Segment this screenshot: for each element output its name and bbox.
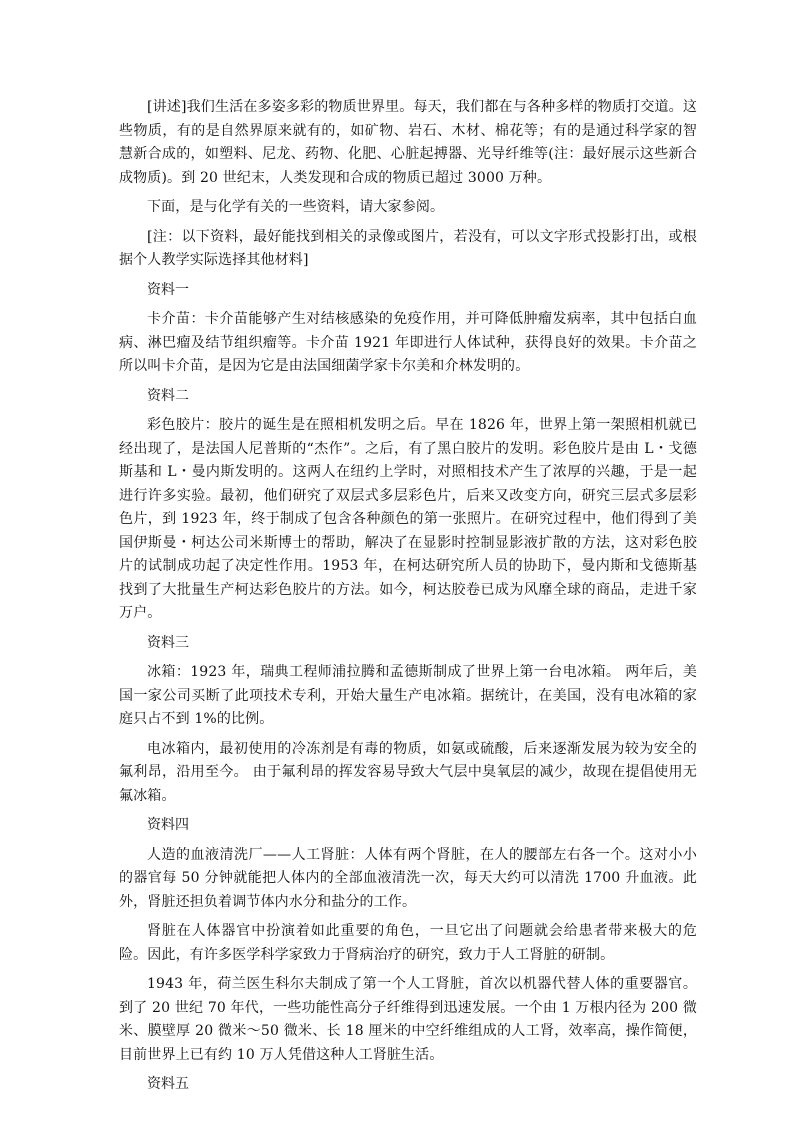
section-4-paragraph-1: 人造的血液清洗厂——人工肾脏：人体有两个肾脏，在人的腰部左右各一个。这对小小的器官每 50 分钟就能把人体内的全部血液清洗一次，每天大约可以清洗 1700 升血液。此外，肾脏还担负着调节体内水分和盐分的工作。 bbox=[119, 846, 697, 910]
section-3-paragraph-1: 冰箱：1923 年，瑞典工程师浦拉腾和孟德斯制成了世界上第一台电冰箱。 两年后，美国一家公司买断了此项技术专利，开始大量生产电冰箱。据统计，在美国，没有电冰箱的家庭只占不到 1%的比例。 bbox=[119, 664, 697, 727]
section-heading-2: 资料二 bbox=[147, 387, 189, 404]
section-4-paragraph-3: 1943 年，荷兰医生科尔夫制成了第一个人工肾脏，首次以机器代替人体的重要器官。到了 20 世纪 70 年代，一些功能性高分子纤维得到迅速发展。一个由 1 万根内径为 200 微米、膜壁厚 20 微米～50 微米、长 18 厘米的中空纤维组成的人工肾，效率高，操作简便，目前世界上已有约 10 万人凭借这种人工肾脏生活。 bbox=[119, 976, 697, 1063]
section-heading-4: 资料四 bbox=[147, 817, 189, 833]
section-heading-1: 资料一 bbox=[147, 281, 189, 298]
section-2-paragraph: 彩色胶片：胶片的诞生是在照相机发明之后。早在 1826 年，世界上第一架照相机就已经出现了，是法国人尼普斯的“杰作”。之后，有了黑白胶片的发明。彩色胶片是由 L・戈德斯基和 L・曼内斯发明的。这两人在纽约上学时，对照相技术产生了浓厚的兴趣，于是一起进行许多实验。最初，他们研究了双层式多层彩色片，后来又改变方向，研究三层式多层彩色片，到 1923 年，终于制成了包含各种颜色的第一张照片。在研究过程中，他们得到了美国伊斯曼・柯达公司米斯博士的帮助，解决了在显影时控制显影液扩散的方法，这对彩色胶片的试制成功起了决定性作用。1953 年，在柯达研究所人员的协助下，曼内斯和戈德斯基找到了大批量生产柯达彩色胶片的方法。如今，柯达胶卷已成为风靡全球的商品，走进千家万户。 bbox=[119, 417, 697, 621]
section-1-paragraph: 卡介苗：卡介苗能够产生对结核感染的免疫作用，并可降低肿瘤发病率，其中包括白血病、淋巴瘤及结节组织瘤等。卡介苗 1921 年即进行人体试种，获得良好的效果。卡介苗之所以叫卡介苗，是因为它是由法国细菌学家卡尔美和介林发明的。 bbox=[119, 311, 697, 374]
document-page bbox=[119, 96, 697, 1097]
intro-paragraph: [讲述]我们生活在多姿多彩的物质世界里。每天，我们都在与各种多样的物质打交道。这些物质，有的是自然界原来就有的，如矿物、岩石、木材、棉花等；有的是通过科学家的智慧新合成的，如塑料、尼龙、药物、化肥、心脏起搏器、光导纤维等(注：最好展示这些新合成物质)。到 20 世纪末，人类发现和合成的物质已超过 3000 万种。 bbox=[119, 99, 697, 186]
section-heading-3: 资料三 bbox=[147, 634, 189, 651]
section-4-paragraph-2: 肾脏在人体器官中扮演着如此重要的角色，一旦它出了问题就会给患者带来极大的危险。因此，有许多医学科学家致力于肾病治疗的研究，致力于人工肾脏的研制。 bbox=[119, 923, 697, 963]
intro-followup-paragraph: 下面，是与化学有关的一些资料，请大家参阅。 bbox=[147, 199, 445, 215]
note-paragraph: [注：以下资料，最好能找到相关的录像或图片，若没有，可以文字形式投影打出，或根据个人教学实际选择其他材料] bbox=[119, 228, 697, 268]
section-heading-5: 资料五 bbox=[147, 1076, 189, 1092]
section-3-paragraph-2: 电冰箱内，最初使用的冷冻剂是有毒的物质，如氨或硫酸，后来逐渐发展为较为安全的氟利昂，沿用至今。 由于氟利昂的挥发容易导致大气层中臭氧层的减少，故现在提倡使用无氟冰箱。 bbox=[119, 740, 697, 804]
